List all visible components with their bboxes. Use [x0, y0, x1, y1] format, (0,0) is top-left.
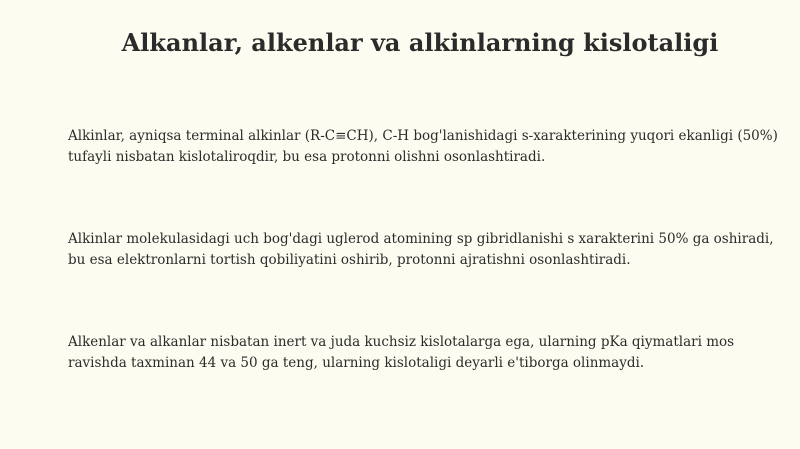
paragraph-3: Alkenlar va alkanlar nisbatan inert va juda kuchsiz kislotalarga ega, ularning pKa qiymatlari mos ravishda taxminan 44 va 50 ga teng, ularning kislotaligi deyarli e'tiborga olinmaydi. — [68, 334, 735, 371]
paragraph-2: Alkinlar molekulasidagi uch bog'dagi uglerod atomining sp gibridlanishi s xarakterini 50% ga oshiradi, bu esa elektronlarni tortish qobiliyatini oshirib, protonni ajratishni osonlashtiradi. — [68, 231, 774, 268]
paragraph-1: Alkinlar, ayniqsa terminal alkinlar (R-C≡CH), C-H bog'lanishidagi s-xarakterining yuqori ekanligi (50%) tufayli nisbatan kislotaliroqdir, bu esa protonni olishni osonlashtiradi. — [68, 128, 778, 165]
slide-title: Alkanlar, alkenlar va alkinlarning kislotaligi — [121, 28, 719, 57]
